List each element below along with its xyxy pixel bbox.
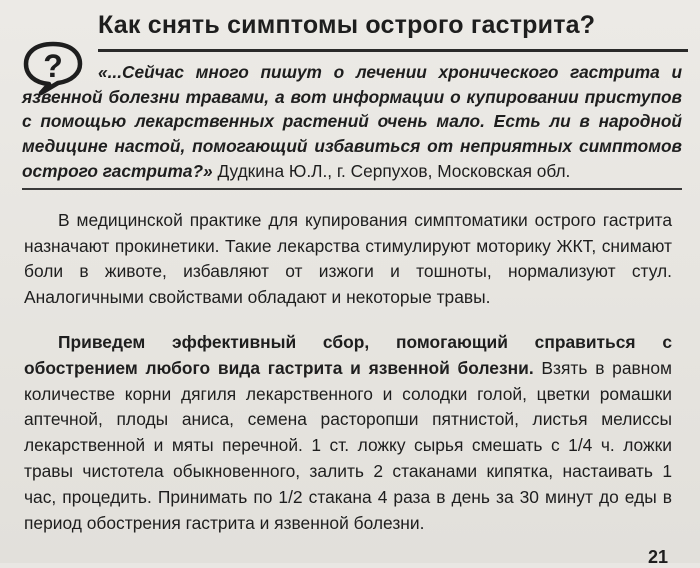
reader-question: [22, 60, 682, 184]
page-number: 21: [648, 547, 669, 567]
answer-paragraph-2: [24, 330, 672, 536]
question-text: «...Сейчас много пишут о лечении хронического гастрита и язвенной болезни травами, а вот информации о купировании приступов с помощью лекарственных растений очень мало. Есть ли в народной медицине настой, помогающий избавиться от неприятных симптомов острого гастрита?»: [22, 62, 682, 181]
answer-body: Взять в равном количестве корни дягиля лекарственного и солодки голой, цветки ромашки аптечной, плоды аниса, семена расторопши пятнистой, листья мелиссы лекарственной и мяты перечной. 1 ст. ложку сырья смешать с 1/4 ч. ложки травы чистотела обыкновенного, залить 2 стаканами кипятка, настаивать 1 час, процедить. Принимать по 1/2 стакана 4 раза в день за 30 минут до еды в период обострения гастрита и язвенной болезни.: [24, 357, 672, 533]
answer-paragraph-1: В медицинской практике для купирования симптоматики острого гастрита назначают прокинетики. Такие лекарства стимулируют моторику ЖКТ, снимают боли в животе, избавляют от изжоги и тошноты, нормализуют стул. Аналогичными свойствами обладают и некоторые травы.: [24, 210, 672, 307]
svg-text:?: ?: [43, 48, 63, 84]
title-underline: [98, 49, 688, 52]
section-divider: [22, 188, 682, 190]
question-author: Дудкина Ю.Л., г. Серпухов, Московская обл.: [217, 160, 571, 181]
answer-lead: Приведем эффективный сбор, помогающий справиться с обострением любого вида гастрита и язвенной болезни.: [24, 332, 672, 378]
article-title: Как снять симптомы острого гастрита?: [98, 11, 596, 39]
